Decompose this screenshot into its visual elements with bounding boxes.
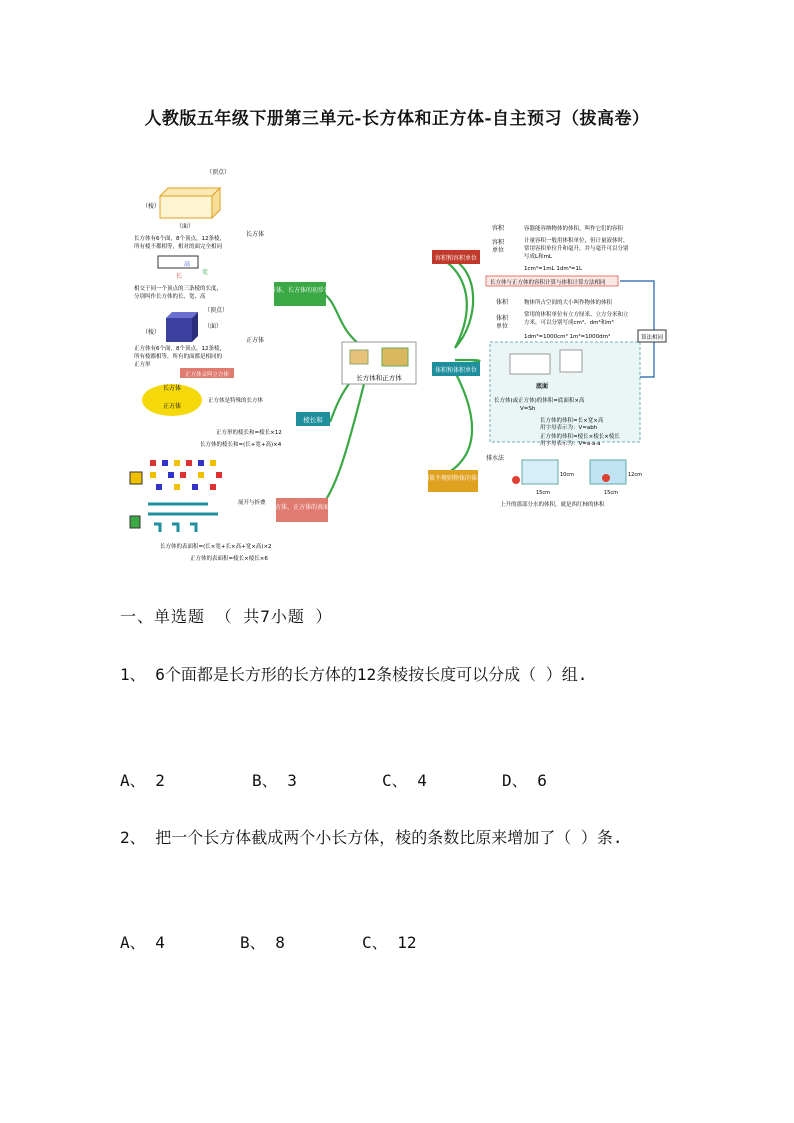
svg-text:1cm³=1mL 1dm³=1L: 1cm³=1mL 1dm³=1L xyxy=(524,266,583,272)
box-picture xyxy=(350,350,368,364)
node-irregular-label: 测量不规则物体的体积 xyxy=(422,475,484,482)
unfold-label: 展开与折叠 xyxy=(238,500,266,506)
svg-text:物体所占空间的大小叫作物体的体积: 物体所占空间的大小叫作物体的体积 xyxy=(524,300,613,306)
svg-text:常用容积单位升和毫升，并与毫升可以分别: 常用容积单位升和毫升，并与毫升可以分别 xyxy=(524,246,629,252)
svg-text:常用的体积单位有立方厘米、立方分米和立: 常用的体积单位有立方厘米、立方分米和立 xyxy=(524,312,629,318)
svg-text:长方体与正方体的容积计算与体积计算方法相同: 长方体与正方体的容积计算与体积计算方法相同 xyxy=(490,280,606,286)
svg-text:单位: 单位 xyxy=(496,323,509,330)
vertex-label: （顶点） xyxy=(206,169,231,176)
svg-text:写成L和mL: 写成L和mL xyxy=(524,254,552,260)
svg-text:（顶点）: （顶点） xyxy=(204,307,229,314)
svg-text:长方体: 长方体 xyxy=(162,385,182,392)
node-surface-area-label: 长方体、正方体的表面积 xyxy=(268,504,336,511)
svg-text:宽: 宽 xyxy=(202,269,209,276)
svg-text:长方体的体积=长×宽×高: 长方体的体积=长×宽×高 xyxy=(540,418,604,424)
svg-text:用字母表示为：V=a·a·a: 用字母表示为：V=a·a·a xyxy=(540,441,601,447)
svg-text:正方体: 正方体 xyxy=(162,403,182,410)
svg-text:长方体有6个面，8个顶点，12条棱，: 长方体有6个面，8个顶点，12条棱， xyxy=(134,236,225,242)
question-2-stem: 2、 把一个长方体截成两个小长方体，棱的条数比原来增加了（ ）条. xyxy=(120,828,623,847)
svg-text:所有棱都相等，所有的面都是相同的: 所有棱都相等，所有的面都是相同的 xyxy=(134,354,223,360)
node-basic-recognition xyxy=(274,282,326,306)
cube-picture xyxy=(166,318,192,342)
unfold-nets xyxy=(150,460,222,490)
svg-text:长方体的棱长和=(长+宽+高)×4: 长方体的棱长和=(长+宽+高)×4 xyxy=(200,442,282,448)
cuboid-picture xyxy=(160,196,212,218)
face-label: （面） xyxy=(176,223,195,230)
question-1-stem: 1、 6个面都是长方形的长方体的12条棱按长度可以分成（ ）组. xyxy=(120,665,588,684)
svg-text:正方体又叫立方体: 正方体又叫立方体 xyxy=(184,372,230,378)
cube-branch-label: 正方体 xyxy=(246,337,265,344)
svg-text:长: 长 xyxy=(176,273,183,280)
svg-text:正方体有6个面，8个顶点，12条棱，: 正方体有6个面，8个顶点，12条棱， xyxy=(134,346,225,352)
svg-text:容器能容纳物体的体积，叫作它们的容积: 容器能容纳物体的体积，叫作它们的容积 xyxy=(524,226,624,232)
svg-text:单位: 单位 xyxy=(492,247,505,254)
svg-text:体积: 体积 xyxy=(496,299,509,306)
node-capacity-label: 容积和容积单位 xyxy=(434,255,478,262)
mind-map-figure xyxy=(120,160,680,570)
section-heading: 一、单选题 （ 共7小题 ） xyxy=(120,607,333,626)
cuboid-branch-label: 长方体 xyxy=(246,231,265,238)
svg-text:算法相同: 算法相同 xyxy=(640,335,664,341)
svg-text:15cm: 15cm xyxy=(536,490,550,496)
svg-text:高: 高 xyxy=(184,261,191,268)
page-title: 人教版五年级下册第三单元-长方体和正方体-自主预习（拔高卷） xyxy=(144,109,650,129)
center-node-label: 长方体和正方体 xyxy=(356,374,402,382)
svg-text:用字母表示为：V=abh: 用字母表示为：V=abh xyxy=(540,425,598,431)
svg-text:正方形: 正方形 xyxy=(134,362,151,368)
option-b[interactable]: B、 8 xyxy=(240,933,285,952)
svg-text:长方体的表面积=(长×宽+长×高+宽×高)×2: 长方体的表面积=(长×宽+长×高+宽×高)×2 xyxy=(160,544,272,550)
svg-text:15cm: 15cm xyxy=(604,490,618,496)
svg-text:计量容积一般用体积单位，但计量液体时，: 计量容积一般用体积单位，但计量液体时， xyxy=(524,238,629,244)
option-a[interactable]: A、 2 xyxy=(120,771,165,790)
option-c[interactable]: C、 4 xyxy=(382,771,427,790)
svg-text:10cm: 10cm xyxy=(560,472,574,478)
svg-text:1dm³=1000cm³ 1m³=1000dm³: 1dm³=1000cm³ 1m³=1000dm³ xyxy=(524,334,611,340)
drain-method-label: 排水法 xyxy=(486,455,505,462)
svg-text:容积: 容积 xyxy=(492,225,505,232)
node-basic-recognition-label: 正方体、长方体的初步认识 xyxy=(263,287,337,294)
option-b[interactable]: B、 3 xyxy=(252,771,297,790)
svg-text:体积: 体积 xyxy=(496,315,509,322)
svg-text:正方体的体积=棱长×棱长×棱长: 正方体的体积=棱长×棱长×棱长 xyxy=(540,434,620,440)
net-cube-icon xyxy=(130,472,142,484)
svg-text:方米，可以分别写成cm³、dm³和m³: 方米，可以分别写成cm³、dm³和m³ xyxy=(524,320,614,326)
tomato-icon xyxy=(512,476,520,484)
svg-text:分别叫作长方体的长、宽、高: 分别叫作长方体的长、宽、高 xyxy=(134,294,206,300)
svg-text:正方体是特殊的长方体: 正方体是特殊的长方体 xyxy=(208,398,264,404)
svg-text:12cm: 12cm xyxy=(628,472,642,478)
svg-text:（面）: （面） xyxy=(204,323,223,330)
svg-text:相交于同一个顶点的三条棱的长度，: 相交于同一个顶点的三条棱的长度， xyxy=(134,286,223,292)
svg-text:正方体的表面积=棱长×棱长×6: 正方体的表面积=棱长×棱长×6 xyxy=(190,556,268,562)
option-d[interactable]: D、 6 xyxy=(502,771,547,790)
svg-text:（棱）: （棱） xyxy=(142,329,161,336)
svg-text:上升的那部分水的体积，就是西红柿的体积: 上升的那部分水的体积，就是西红柿的体积 xyxy=(500,502,605,508)
node-edge-sum-label: 棱长和 xyxy=(303,416,323,424)
option-c[interactable]: C、 12 xyxy=(362,933,417,952)
svg-text:所有棱不都相等，相对的面完全相同: 所有棱不都相等，相对的面完全相同 xyxy=(134,244,223,250)
svg-text:容积: 容积 xyxy=(492,239,505,246)
svg-text:正方形的棱长和=棱长×12: 正方形的棱长和=棱长×12 xyxy=(216,430,282,436)
edge-label: （棱） xyxy=(142,203,161,210)
svg-text:底面: 底面 xyxy=(536,383,549,390)
svg-text:V=Sh: V=Sh xyxy=(520,406,536,412)
svg-text:长方体(或正方体)的体积=底面积×高: 长方体(或正方体)的体积=底面积×高 xyxy=(494,398,585,404)
option-a[interactable]: A、 4 xyxy=(120,933,165,952)
node-volume-label: 体积和体积单位 xyxy=(434,367,478,374)
